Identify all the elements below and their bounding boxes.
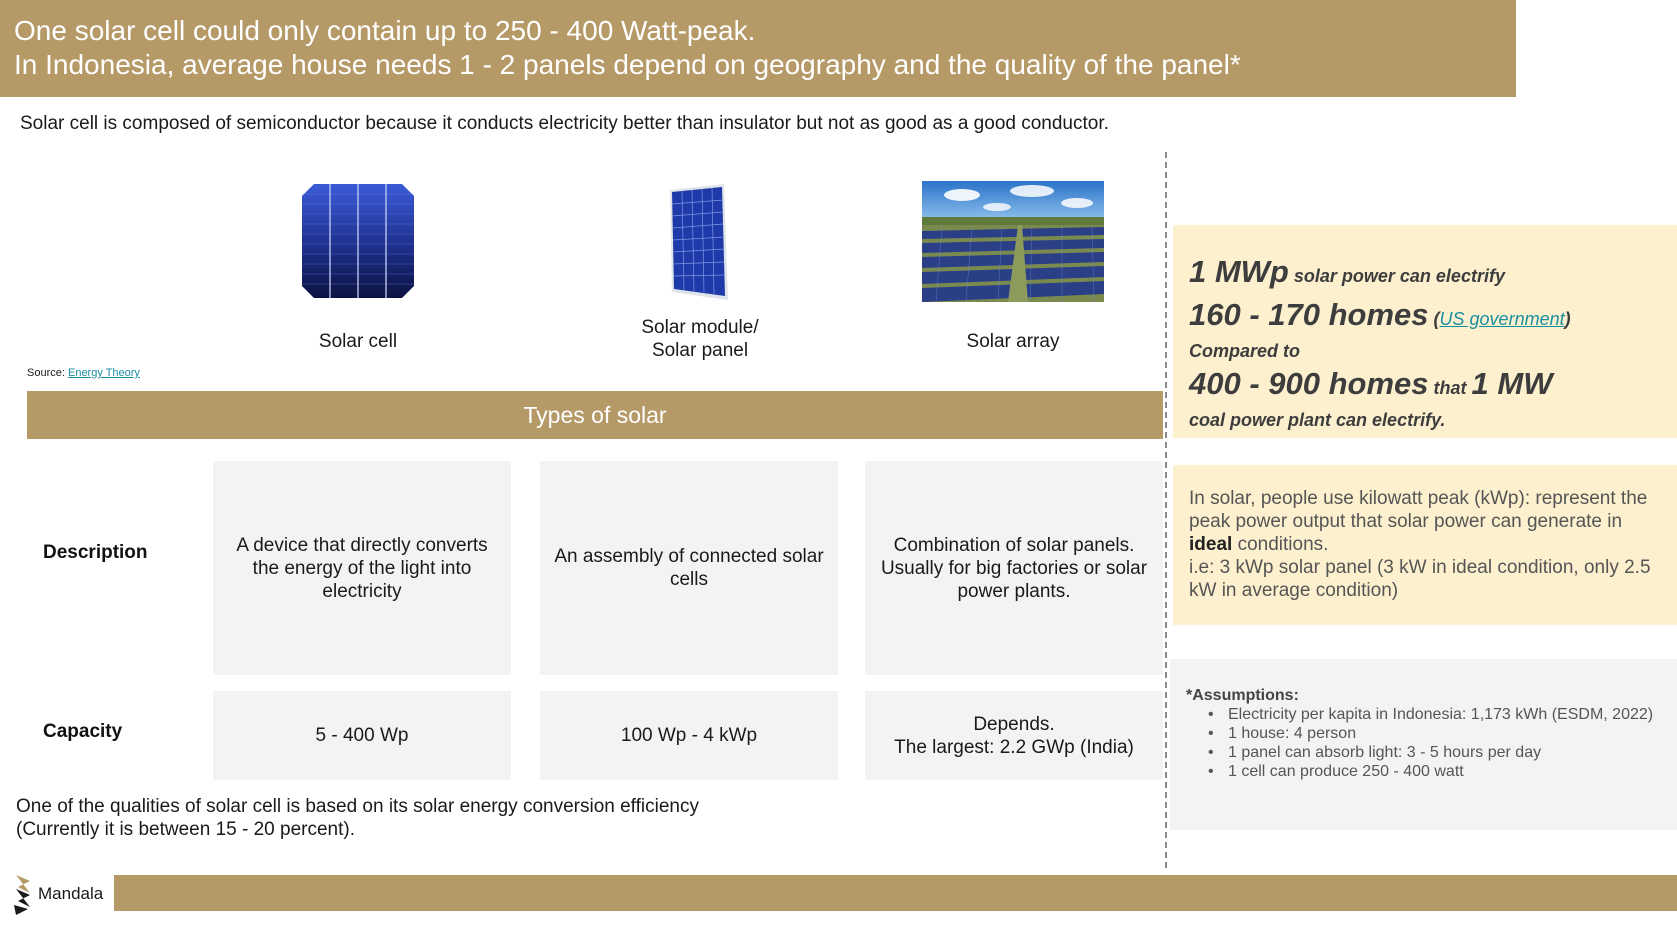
- efficiency-line-1: One of the qualities of solar cell is based on its solar energy conversion efficiency: [16, 796, 699, 817]
- us-government-link[interactable]: US government: [1439, 309, 1565, 329]
- solar-homes: 160 - 170 homes: [1189, 297, 1429, 332]
- assumptions-list: [1186, 705, 1663, 781]
- that-word: that: [1428, 378, 1472, 398]
- source-link[interactable]: Energy Theory: [67, 367, 140, 379]
- footer-bar: [114, 875, 1677, 911]
- dashed-divider: [1165, 152, 1167, 868]
- solar-module-caption: [600, 316, 800, 362]
- cell-capacity-box: [213, 691, 511, 780]
- coal-homes: 400 - 900 homes: [1189, 366, 1429, 401]
- efficiency-line-2: (Currently it is between 15 - 20 percent).: [16, 819, 355, 840]
- types-of-solar-banner: Types of solar: [27, 391, 1163, 439]
- header-banner: [0, 0, 1516, 97]
- close-paren: ): [1564, 309, 1571, 329]
- solar-module-image: [668, 184, 728, 300]
- kwp-example: i.e: 3 kWp solar panel (3 kW in ideal condition, only 2.5 kW in average condition): [1189, 557, 1651, 601]
- list-item: • Electricity per kapita in Indonesia: 1,173 kWh (ESDM, 2022): [1208, 705, 1663, 724]
- array-capacity-box: [865, 691, 1163, 780]
- list-item: • 1 cell can produce 250 - 400 watt: [1208, 762, 1663, 781]
- solar-module-caption-line-2: Solar panel: [651, 340, 749, 361]
- solar-array-image: [922, 181, 1104, 302]
- cell-description-box: [213, 461, 511, 675]
- coal-mw: 1 MW: [1471, 366, 1553, 401]
- cell-capacity-text: 5 - 400 Wp: [315, 725, 409, 746]
- kwp-text-1: In solar, people use kilowatt peak (kWp): represent the peak power output that solar power can generate in: [1189, 488, 1648, 532]
- open-paren: (: [1428, 309, 1440, 329]
- mwp-big: 1 MWp: [1189, 254, 1289, 289]
- mandala-logo-icon: [12, 875, 34, 915]
- list-item: • 1 house: 4 person: [1208, 724, 1663, 743]
- array-capacity-line-1: Depends.: [973, 713, 1055, 735]
- source-note: [27, 367, 140, 379]
- description-row-label: Description: [43, 542, 148, 563]
- compared-to: Compared to: [1189, 341, 1301, 361]
- array-capacity-line-2: The largest: 2.2 GWp (India): [894, 736, 1134, 758]
- kwp-ideal: ideal: [1189, 534, 1233, 555]
- source-label: Source:: [27, 367, 65, 379]
- capacity-row-label: Capacity: [43, 721, 123, 742]
- kwp-text-2: conditions.: [1232, 534, 1329, 555]
- header-line-1: One solar cell could only contain up to 250 - 400 Watt-peak.: [14, 15, 756, 46]
- mwp-comparison-box: [1173, 225, 1677, 438]
- assumptions-box: [1170, 659, 1677, 830]
- solar-cell-image: [302, 184, 414, 298]
- solar-module-caption-line-1: Solar module/: [641, 317, 759, 338]
- header-line-2: In Indonesia, average house needs 1 - 2 panels depend on geography and the quality of the panel*: [14, 49, 1241, 80]
- module-capacity-box: [540, 691, 838, 780]
- mwp-small: solar power can electrify: [1288, 266, 1505, 286]
- solar-cell-caption: Solar cell: [318, 331, 398, 352]
- kwp-explanation-box: [1173, 465, 1677, 625]
- efficiency-note: [16, 795, 699, 841]
- module-description-box: [540, 461, 838, 675]
- cell-description-text: A device that directly converts the energy of the light into electricity: [236, 534, 488, 602]
- module-description-text: An assembly of connected solar cells: [554, 546, 824, 590]
- intro-text: Solar cell is composed of semiconductor because it conducts electricity better than insulator but not as good as a good conductor.: [20, 113, 1109, 134]
- assumptions-title: *Assumptions:: [1186, 687, 1299, 704]
- list-item: • 1 panel can absorb light: 3 - 5 hours per day: [1208, 743, 1663, 762]
- array-description-box: [865, 461, 1163, 675]
- array-description-text: Combination of solar panels. Usually for big factories or solar power plants.: [880, 534, 1148, 602]
- module-capacity-text: 100 Wp - 4 kWp: [620, 725, 758, 746]
- coal-plant-text: coal power plant can electrify.: [1189, 410, 1446, 430]
- mandala-logo-text: Mandala: [38, 884, 104, 903]
- solar-array-caption: Solar array: [966, 331, 1060, 352]
- kwp-definition: [1189, 487, 1661, 556]
